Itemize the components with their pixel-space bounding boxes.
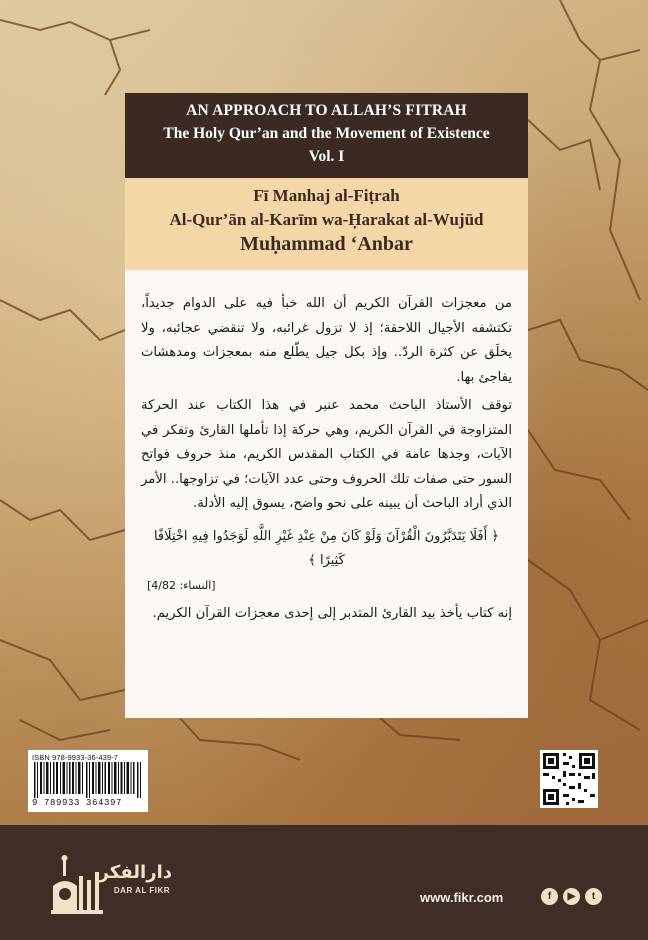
isbn-barcode bbox=[28, 750, 148, 812]
english-subtitle: The Holy Qur’an and the Movement of Existence bbox=[163, 125, 490, 142]
youtube-icon[interactable]: ▶ bbox=[563, 888, 580, 905]
barcode-digits: 9 789933 364397 bbox=[32, 798, 123, 808]
blurb-paragraph-1: من معجزات القرآن الكريم أن الله خبأ فيه على الدوام جديداً، تكتشفه الأجيال اللاحقة؛ إذ لا تزول غرائبه، ولا تنقضي عجائبه، ولا يخلَق عن كثرة الردّ.. وإذ بكل جيل يطّلع منه بمعجزات ومدهشات يفاجئ بها. bbox=[141, 296, 512, 385]
publisher-name-arabic: دارالفكر bbox=[98, 862, 172, 883]
english-title: AN APPROACH TO ALLAH’S FITRAH bbox=[186, 102, 467, 119]
transliterated-subtitle: Al-Qur’ān al-Karīm wa-Ḥarakat al-Wujūd bbox=[169, 210, 484, 229]
qr-code-icon bbox=[540, 750, 598, 808]
quran-verse: ﴿ أَفَلَا يَتَدَبَّرُونَ الْقُرْآنَ وَلَوْ كَانَ مِنْ عِنْدِ غَيْرِ اللَّهِ لَوَجَدُوا فِيهِ اخْتِلَافًا كَثِيرًا ﴾ bbox=[153, 528, 500, 568]
barcode-icon bbox=[32, 762, 144, 798]
volume-label: Vol. I bbox=[308, 148, 345, 165]
publisher-website-link[interactable]: www.fikr.com bbox=[420, 890, 504, 905]
blurb-paragraph-2: توقف الأستاذ الباحث محمد عنبر في هذا الكتاب عند الحركة المتزاوجة في القرآن الكريم، وهي حركة إذا تأملها القارئ وتفكر في الآيات، وجدها عامة في الكتاب المقدس الكريم، منذ حروف فواتح السور حتى صفات تلك الحروف وحتى عدد الآيات؛ في تزاوجها.. الأمر الذي أراد الباحث أن يبينه على نحو واضح، يسوق إليه الأدلة. bbox=[141, 398, 512, 511]
twitter-icon[interactable]: t bbox=[585, 888, 602, 905]
verse-reference: [النساء: 4/82] bbox=[147, 578, 216, 592]
arabic-blurb bbox=[125, 270, 528, 718]
publisher-logo-icon bbox=[45, 850, 115, 920]
transliterated-title-block bbox=[125, 178, 528, 270]
author-name: Muḥammad ‘Anbar bbox=[240, 233, 413, 255]
social-links bbox=[541, 888, 602, 905]
transliterated-title: Fī Manhaj al-Fiṭrah bbox=[253, 186, 400, 205]
isbn-label: ISBN 978-9933-36-439-7 bbox=[32, 753, 119, 762]
blurb-paragraph-3: إنه كتاب يأخذ بيد القارئ المتدبر إلى إحدى معجزات القرآن الكريم. bbox=[152, 605, 512, 621]
facebook-icon[interactable]: f bbox=[541, 888, 558, 905]
publisher-name-english: DAR AL FIKR bbox=[113, 886, 171, 895]
english-title-block bbox=[125, 93, 528, 178]
